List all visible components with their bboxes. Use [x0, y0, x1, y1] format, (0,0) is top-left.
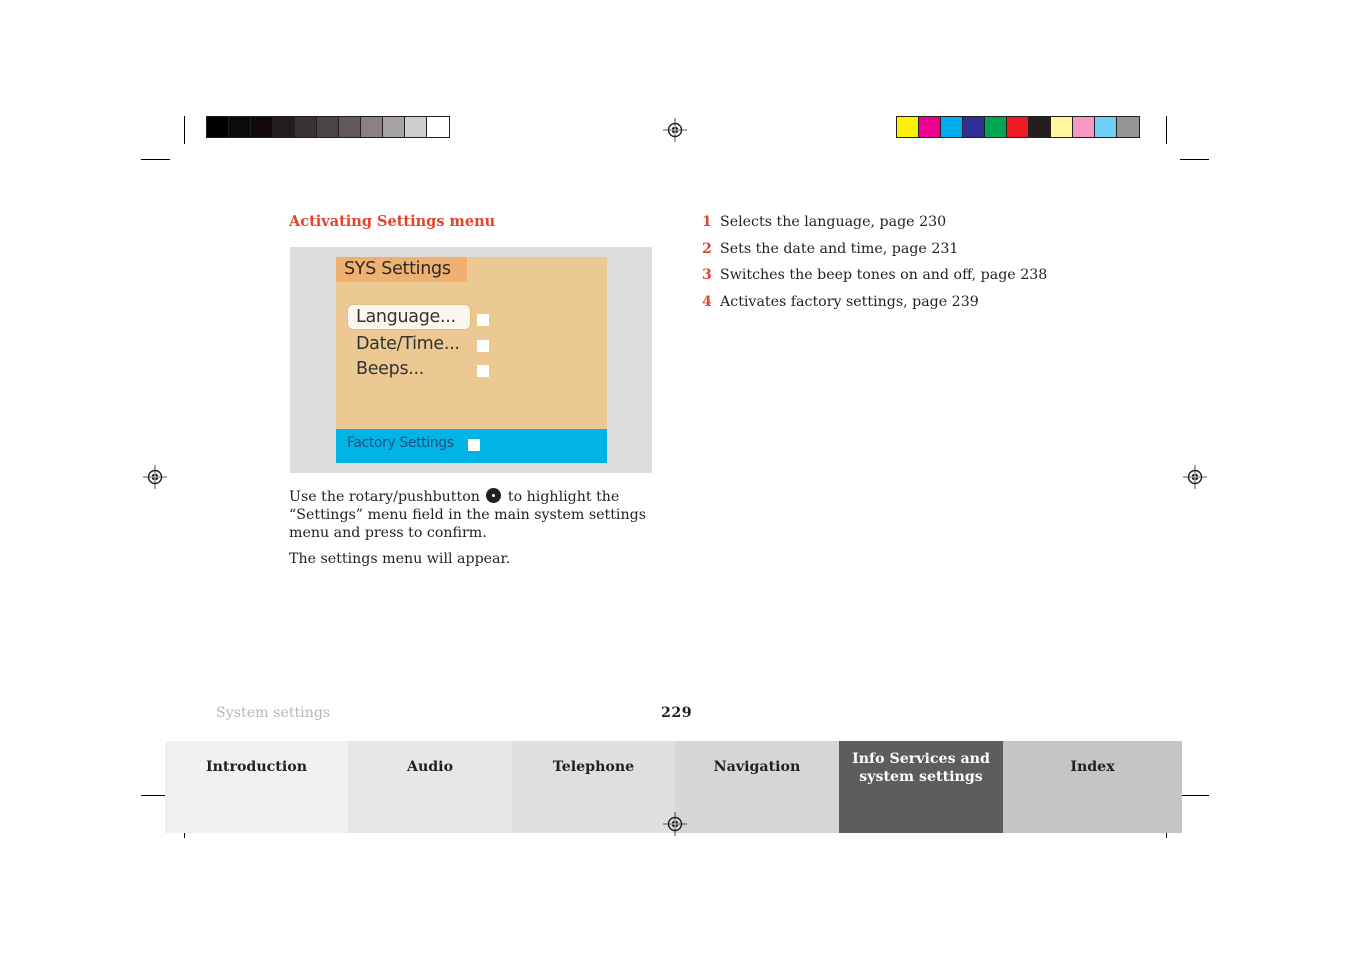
- callout-number: 2: [702, 240, 712, 257]
- tab-label: Navigation: [713, 759, 801, 775]
- process-color-bar: [896, 116, 1140, 138]
- callout-list: [702, 213, 1047, 320]
- tab-index[interactable]: [1003, 741, 1182, 833]
- callout-text: Switches the beep tones on and off, page 238: [720, 267, 1048, 284]
- crop-mark: [1180, 159, 1209, 160]
- color-swatch: [897, 117, 919, 137]
- list-item: [702, 213, 1047, 240]
- color-swatch: [941, 117, 963, 137]
- crop-mark: [1180, 795, 1209, 796]
- crop-mark: [141, 159, 170, 160]
- color-swatch: [1117, 117, 1139, 137]
- tab-label: Index: [1070, 759, 1115, 775]
- color-swatch: [383, 117, 405, 137]
- footer-section-name: System settings: [216, 705, 331, 721]
- callout-text: Sets the date and time, page 231: [720, 240, 959, 257]
- registration-mark-icon: [1183, 465, 1207, 489]
- tab-introduction[interactable]: [165, 741, 348, 833]
- tab-label: Telephone: [552, 759, 635, 775]
- callout-marker-4: [468, 439, 480, 451]
- page-number: 229: [661, 705, 693, 721]
- callout-marker-1: [477, 314, 489, 326]
- factory-settings-label: Factory Settings: [347, 435, 454, 451]
- registration-mark-icon: [143, 465, 167, 489]
- menu-item-beeps: Beeps...: [356, 359, 425, 379]
- grayscale-color-bar: [206, 116, 450, 138]
- color-swatch: [1073, 117, 1095, 137]
- color-swatch: [985, 117, 1007, 137]
- instruction-line: [289, 488, 649, 506]
- callout-text: Selects the language, page 230: [720, 214, 947, 230]
- color-swatch: [317, 117, 339, 137]
- instruction-paragraph: [289, 488, 649, 542]
- tab-label: system settings: [859, 769, 983, 785]
- instruction-text: to highlight the: [507, 489, 620, 505]
- color-swatch: [339, 117, 361, 137]
- list-item: [702, 266, 1047, 293]
- callout-number: 3: [702, 267, 712, 284]
- color-swatch: [919, 117, 941, 137]
- color-swatch: [1029, 117, 1051, 137]
- color-swatch: [229, 117, 251, 137]
- callout-number: 1: [702, 214, 712, 230]
- color-swatch: [405, 117, 427, 137]
- color-swatch: [963, 117, 985, 137]
- crop-mark: [1166, 116, 1167, 144]
- list-item: [702, 240, 1047, 267]
- callout-marker-2: [477, 340, 489, 352]
- settings-screen: [336, 257, 607, 463]
- crop-mark: [184, 116, 185, 144]
- color-swatch: [207, 117, 229, 137]
- menu-item-language: Language...: [348, 305, 470, 329]
- color-swatch: [427, 117, 449, 137]
- section-title: Activating Settings menu: [289, 213, 496, 230]
- callout-text: Activates factory settings, page 239: [720, 294, 979, 311]
- menu-item-date-time: Date/Time...: [356, 334, 460, 354]
- callout-marker-3: [477, 365, 489, 377]
- list-item: [702, 293, 1047, 320]
- color-swatch: [295, 117, 317, 137]
- tab-audio[interactable]: [348, 741, 512, 833]
- color-swatch: [1051, 117, 1073, 137]
- tab-navigation[interactable]: [675, 741, 839, 833]
- tab-label: Info Services and: [852, 751, 990, 767]
- callout-number: 4: [702, 294, 712, 311]
- instruction-line: menu and press to confirm.: [289, 525, 487, 541]
- color-swatch: [361, 117, 383, 137]
- rotary-pushbutton-icon: [486, 488, 501, 503]
- screen-title: SYS Settings: [336, 257, 467, 282]
- tab-label: Audio: [406, 759, 454, 775]
- result-paragraph: The settings menu will appear.: [289, 551, 511, 567]
- registration-mark-icon: [663, 118, 687, 142]
- color-swatch: [251, 117, 273, 137]
- color-swatch: [1095, 117, 1117, 137]
- instruction-text: Use the rotary/pushbutton: [289, 489, 480, 505]
- color-swatch: [273, 117, 295, 137]
- tab-telephone[interactable]: [512, 741, 675, 833]
- tab-info-services[interactable]: [839, 741, 1003, 833]
- color-swatch: [1007, 117, 1029, 137]
- registration-mark-icon: [663, 812, 687, 836]
- instruction-line: “Settings” menu field in the main system settings: [289, 507, 646, 523]
- tab-label: Introduction: [205, 759, 308, 775]
